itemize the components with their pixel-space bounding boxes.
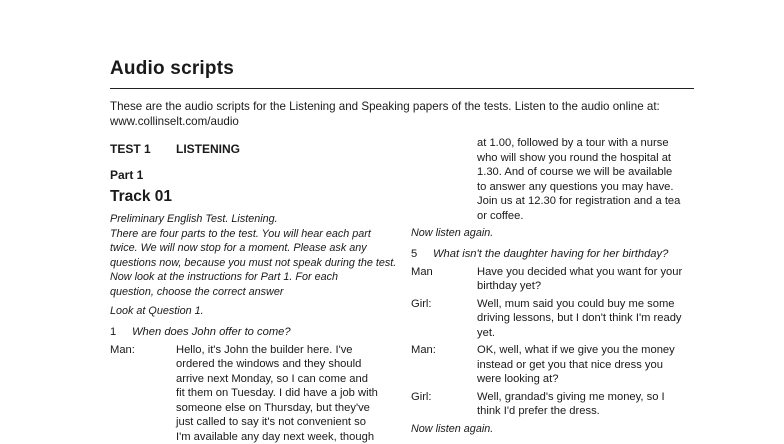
audio-url: www.collinselt.com/audio: [110, 114, 710, 129]
question-text: What isn't the daughter having for her birthday?: [433, 247, 668, 262]
instruction-line: questions now, because you must not speak during the test.: [110, 256, 400, 271]
cont-line: to answer any questions you may have.: [477, 180, 697, 195]
intro-line: These are the audio scripts for the Listening and Speaking papers of the tests. Listen to the audio online at:: [110, 99, 710, 114]
now-listen-again: Now listen again.: [411, 226, 701, 240]
cont-line: 1.30. And of course we will be available: [477, 165, 697, 180]
turn-line: ordered the windows and they should: [176, 357, 396, 372]
turn-line: just called to say it's not convenient so: [176, 415, 396, 430]
intro-text: [110, 99, 710, 129]
test-label: TEST 1: [110, 142, 176, 164]
instruction-line: twice. We will now stop for a moment. Please ask any: [110, 241, 400, 256]
turn-text: [477, 343, 697, 387]
turn-text: [176, 343, 396, 444]
test-heading: [110, 142, 400, 164]
turn-text: [477, 390, 697, 419]
turn-line: birthday yet?: [477, 279, 697, 294]
question-1: [110, 325, 400, 340]
turn-line: instead or get you that nice dress you: [477, 358, 697, 373]
dialogue-turn: [411, 297, 701, 341]
turn-line: I'm available any day next week, though: [176, 430, 396, 444]
cont-line: Join us at 12.30 for registration and a tea: [477, 194, 697, 209]
turn-line: Hello, it's John the builder here. I've: [176, 343, 396, 358]
speaker-label: Girl:: [411, 390, 477, 419]
continued-text: [411, 136, 697, 223]
cont-line: at 1.00, followed by a tour with a nurse: [477, 136, 697, 151]
turn-text: [477, 265, 697, 294]
paper-label: LISTENING: [176, 142, 240, 164]
dialogue-turn: [411, 343, 701, 387]
turn-line: Have you decided what you want for your: [477, 265, 697, 280]
speaker-label: Man:: [411, 343, 477, 387]
right-column: [411, 136, 701, 436]
speaker-label: Girl:: [411, 297, 477, 341]
instruction-line: question, choose the correct answer: [110, 285, 400, 300]
cont-line: who will show you round the hospital at: [477, 151, 697, 166]
instruction-line: Preliminary English Test. Listening.: [110, 212, 400, 227]
question-5: [411, 247, 701, 262]
dialogue-turn: [411, 390, 701, 419]
left-column: [110, 142, 400, 444]
turn-line: think I'd prefer the dress.: [477, 404, 697, 419]
look-line: Look at Question 1.: [110, 304, 400, 318]
part-label: Part 1: [110, 168, 400, 188]
instruction-line: There are four parts to the test. You will hear each part: [110, 227, 400, 242]
title-rule: [110, 88, 694, 89]
track-label: Track 01: [110, 188, 400, 212]
question-number: 5: [411, 247, 433, 262]
turn-line: OK, well, what if we give you the money: [477, 343, 697, 358]
dialogue-turn: [411, 265, 701, 294]
turn-line: fit them on Tuesday. I did have a job with: [176, 386, 396, 401]
question-number: 1: [110, 325, 132, 340]
now-listen-again: Now listen again.: [411, 422, 701, 436]
turn-line: were looking at?: [477, 372, 697, 387]
turn-line: someone else on Thursday, but they've: [176, 401, 396, 416]
speaker-label: Man: [411, 265, 477, 294]
turn-line: yet.: [477, 326, 697, 341]
instructions: [110, 212, 400, 299]
dialogue-turn: [110, 343, 400, 444]
cont-line: or coffee.: [477, 209, 697, 224]
turn-line: arrive next Monday, so I can come and: [176, 372, 396, 387]
page-title: Audio scripts: [110, 58, 234, 80]
turn-line: driving lessons, but I don't think I'm ready: [477, 311, 697, 326]
speaker-label: Man:: [110, 343, 176, 444]
turn-text: [477, 297, 697, 341]
question-text: When does John offer to come?: [132, 325, 291, 340]
instruction-line: Now look at the instructions for Part 1. For each: [110, 270, 400, 285]
turn-line: Well, grandad's giving me money, so I: [477, 390, 697, 405]
turn-line: Well, mum said you could buy me some: [477, 297, 697, 312]
